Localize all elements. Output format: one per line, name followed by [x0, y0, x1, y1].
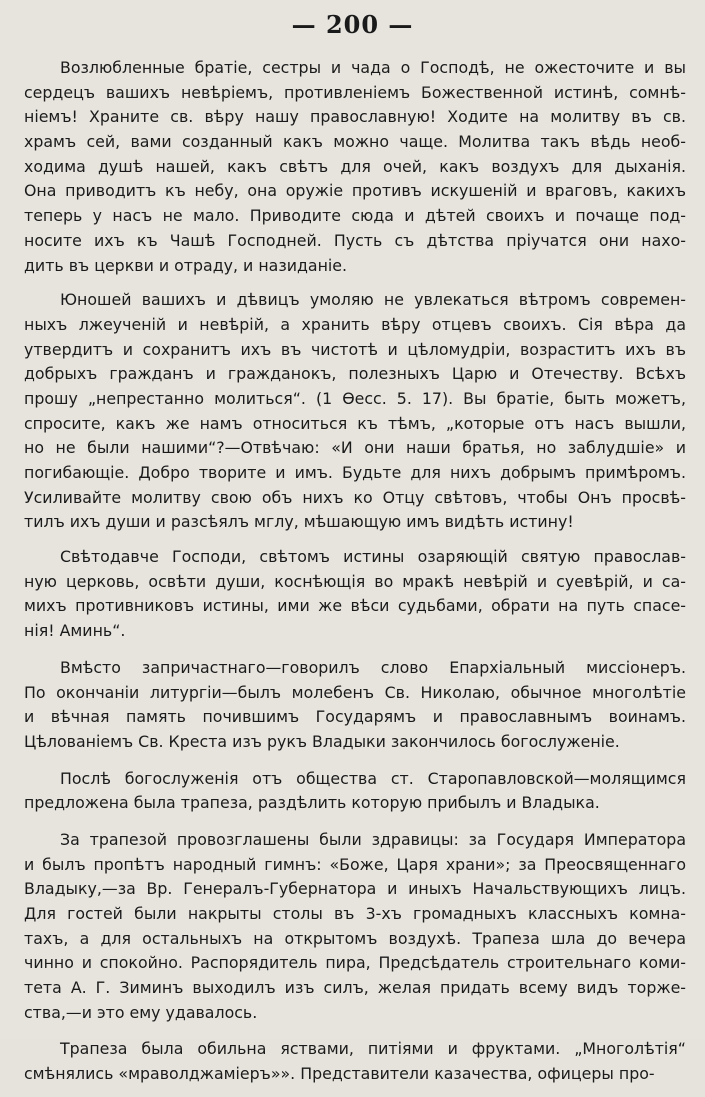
- paragraph: [24, 828, 686, 1026]
- text-line: спросите, какъ же намъ относиться къ тѣмъ, „которые отъ насъ вышли,: [24, 413, 686, 433]
- text-line: Юношей вашихъ и дѣвицъ умоляю не увлекаться вѣтромъ современ-: [60, 290, 686, 310]
- text-line: дить въ церкви и отраду, и назиданіе.: [24, 255, 348, 275]
- text-line: тахъ, а для остальныхъ на открытомъ воздухѣ. Трапеза шла до вечера: [24, 928, 686, 948]
- text-line: По окончаніи литургіи—былъ молебенъ Св. Николаю, обычное многолѣтіе: [24, 682, 686, 702]
- text-line: Для гостей были накрыты столы въ 3-хъ громадныхъ классныхъ комна-: [24, 904, 686, 923]
- paragraph: [24, 1037, 686, 1086]
- paragraph: [24, 545, 686, 644]
- text-line: носите ихъ къ Чашѣ Господней. Пусть съ дѣтства пріучатся они нахо-: [24, 230, 686, 250]
- text-line: Послѣ богослуженія отъ общества ст. Старопавловской—молящимся: [60, 768, 686, 788]
- text-line: погибающіе. Добро творите и имъ. Будьте для нихъ добрымъ примѣромъ.: [24, 463, 686, 482]
- text-line: тета А. Г. Зиминъ выходилъ изъ силъ, желая придать всему видъ торже-: [24, 978, 686, 998]
- text-line: Цѣлованіемъ Св. Креста изъ рукъ Владыки закончилось богослуженіе.: [24, 731, 620, 751]
- text-line: храмъ сей, вами созданный какъ можно чаще. Молитва такъ вѣдь необ-: [24, 132, 686, 152]
- text-line: и вѣчная память почившимъ Государямъ и православнымъ воинамъ.: [24, 707, 686, 727]
- body-text: [24, 56, 686, 1097]
- text-line: Усиливайте молитву свою объ нихъ ко Отцу свѣтовъ, чтобы Онъ просвѣ-: [24, 487, 686, 507]
- text-line: смѣнялись «мраволджаміеръ»». Представители казачества, офицеры про-: [24, 1064, 655, 1084]
- page-number: — 200 —: [291, 10, 414, 39]
- text-line: прошу „непрестанно молиться“. (1 Ѳесс. 5. 17). Вы братіе, быть можетъ,: [24, 388, 686, 408]
- paragraph: [24, 288, 686, 535]
- text-line: добрыхъ гражданъ и гражданокъ, полезныхъ Царю и Отечеству. Всѣхъ: [24, 364, 686, 384]
- text-line: За трапезой провозглашены были здравицы: за Государя Императора: [60, 829, 686, 849]
- paragraph: [24, 56, 686, 278]
- text-line: ныхъ лжеученій и невѣрій, а хранить вѣру отцевъ своихъ. Сія вѣра да: [24, 314, 686, 334]
- text-line: утвердитъ и сохранитъ ихъ въ чистотѣ и цѣломудріи, возраститъ ихъ въ: [24, 339, 686, 359]
- text-line: михъ противниковъ истины, ими же вѣси судьбами, обрати на путь спасе-: [24, 596, 686, 616]
- paragraph: [24, 656, 686, 755]
- text-line: Возлюбленные братіе, сестры и чада о Господѣ, не ожесточите и вы: [60, 58, 686, 77]
- text-line: ходима душѣ нашей, какъ свѣтъ для очей, какъ воздухъ для дыханія.: [24, 156, 686, 176]
- text-line: Свѣтодавче Господи, свѣтомъ истины озаряющій святую православ-: [60, 547, 686, 567]
- text-line: ную церковь, освѣти души, коснѣющія во мракѣ невѣрій и суевѣрій, и са-: [24, 571, 686, 591]
- text-line: теперь у насъ не мало. Приводите сюда и дѣтей своихъ и почаще под-: [24, 206, 686, 226]
- text-line: Вмѣсто запричастнаго—говорилъ слово Епархіальный миссіонеръ.: [60, 657, 686, 677]
- text-line: тилъ ихъ души и разсѣялъ мглу, мѣшающую имъ видѣть истину!: [24, 512, 574, 532]
- text-line: ніемъ! Храните св. вѣру нашу православную! Ходите на молитву въ св.: [24, 107, 686, 127]
- text-line: предложена была трапеза, раздѣлить которую прибылъ и Владыка.: [24, 793, 600, 813]
- text-line: чинно и спокойно. Распорядитель пира, Предсѣдатель строительнаго коми-: [24, 953, 686, 973]
- text-line: Она приводитъ къ небу, она оружіе противъ искушеній и враговъ, какихъ: [24, 181, 686, 201]
- text-line: но не были нашими“?—Отвѣчаю: «И они наши братья, но заблудшіе» и: [24, 438, 686, 458]
- text-line: сердецъ вашихъ невѣріемъ, противленіемъ Божественной истинѣ, сомнѣ-: [24, 82, 686, 102]
- text-line: Трапеза была обильна яствами, питіями и фруктами. „Многолѣтія“: [60, 1039, 686, 1059]
- text-line: нія! Аминь“.: [24, 621, 126, 641]
- text-line: Владыку,—за Вр. Генералъ-Губернатора и иныхъ Начальствующихъ лицъ.: [24, 879, 686, 899]
- text-line: и былъ пропѣтъ народный гимнъ: «Боже, Царя храни»; за Преосвященнаго: [24, 854, 686, 874]
- paragraph: [24, 767, 686, 816]
- text-line: ства,—и это ему удавалось.: [24, 1002, 258, 1022]
